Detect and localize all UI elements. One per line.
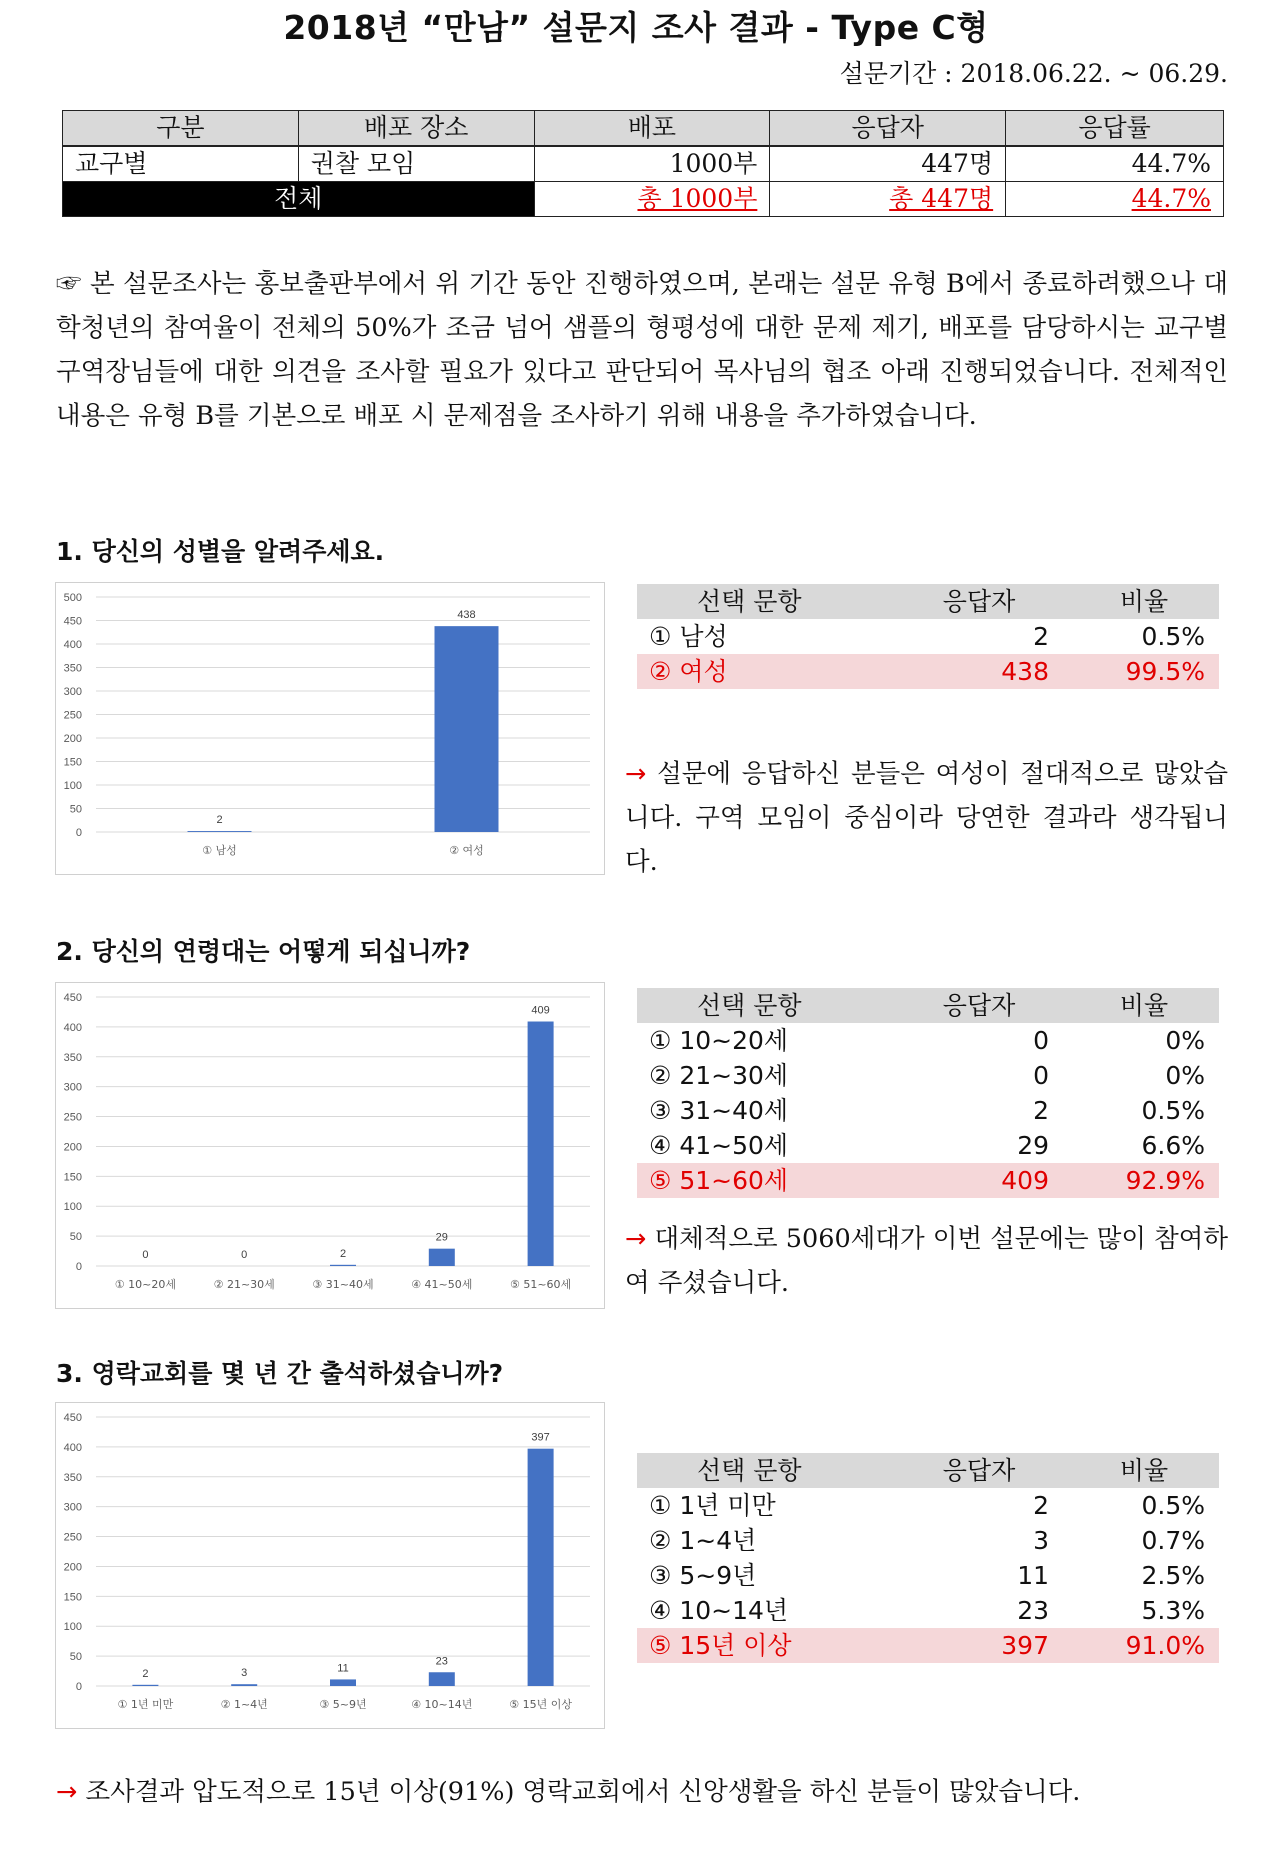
bar [231,1684,257,1686]
summary-header-row [63,111,1224,147]
survey-period: 설문기간 : 2018.06.22. ~ 06.29. [839,59,1228,88]
data-label: 3 [241,1667,248,1680]
data-label: 409 [531,1004,550,1017]
summary-row [63,146,1224,182]
data-label: 0 [241,1249,248,1261]
x-tick-label: ⑤ 15년 이상 [509,1698,572,1711]
y-tick-label: 0 [75,1261,82,1273]
data-label: 2 [216,814,223,827]
y-tick-label: 400 [63,1441,82,1454]
col-header-option: 선택 문항 [637,988,889,1023]
total-respondents: 총 447명 [770,182,1006,217]
question-2-title: 2. 당신의 연령대는 어떻게 되십니까? [56,937,471,966]
y-tick-label: 500 [63,592,82,604]
y-tick-label: 300 [63,1081,82,1094]
summary-cell: 교구별 [63,146,299,182]
y-tick-label: 100 [63,1201,82,1214]
summary-cell: 1000부 [534,146,770,182]
question-3-title: 3. 영락교회를 몇 년 간 출석하셨습니까? [56,1359,504,1388]
x-tick-label: ③ 5~9년 [319,1698,367,1711]
y-tick-label: 450 [63,615,82,628]
final-conclusion: → 조사결과 압도적으로 15년 이상(91%) 영락교회에서 신앙생활을 하신 분들이 많았습니다. [56,1777,1081,1807]
y-tick-label: 200 [63,1561,82,1574]
col-header-count: 응답자 [889,1453,1069,1488]
q1-chart [55,582,605,875]
col-header-count: 응답자 [889,584,1069,619]
summary-header: 응답자 [770,111,1006,147]
q1-results-table [637,584,1219,689]
y-tick-label: 350 [63,662,82,675]
data-label: 29 [435,1231,448,1244]
q3-chart [55,1402,605,1729]
y-tick-label: 150 [63,756,82,769]
data-label: 2 [142,1667,149,1680]
q2-chart [55,982,605,1309]
y-tick-label: 50 [69,803,82,816]
x-tick-label: ④ 10~14년 [411,1698,473,1711]
q2-note: → 대체적으로 5060세대가 이번 설문에는 많이 참여하여 주셨습니다. [625,1224,1229,1298]
total-rate: 44.7% [1006,182,1224,217]
x-tick-label: ② 여성 [449,844,484,857]
bar [528,1022,554,1266]
y-tick-label: 300 [63,686,82,698]
y-tick-label: 450 [63,992,82,1004]
y-tick-label: 200 [63,733,82,745]
q1-note: → 설문에 응답하신 분들은 여성이 절대적으로 많았습니다. 구역 모임이 중심이라 당연한 결과라 생각됩니다. [625,759,1229,877]
q3-results-table [637,1453,1219,1663]
table-row-highlight: ⑤ 51~60세 409 92.9% [637,1163,1219,1198]
bar [188,831,252,832]
summary-table [62,110,1224,217]
col-header-ratio: 비율 [1069,1453,1219,1488]
arrow-icon: → [56,1777,78,1807]
col-header-ratio: 비율 [1069,988,1219,1023]
table-row: ③ 31~40세 2 0.5% [649,1096,1205,1125]
total-label: 전체 [63,182,535,217]
x-tick-label: ② 1~4년 [220,1698,268,1711]
bar [435,626,499,832]
question-1-title: 1. 당신의 성별을 알려주세요. [56,537,385,566]
y-tick-label: 400 [63,639,82,651]
y-tick-label: 150 [63,1171,82,1184]
bar [528,1449,554,1686]
total-distributed: 총 1000부 [534,182,770,217]
summary-cell: 447명 [770,146,1006,182]
x-tick-label: ③ 31~40세 [312,1278,374,1291]
table-row-highlight: ② 여성 438 99.5% [637,654,1219,689]
intro-paragraph: ☞ 본 설문조사는 홍보출판부에서 위 기간 동안 진행하였으며, 본래는 설문 유형 B에서 종료하려했으나 대학청년의 참여율이 전체의 50%가 조금 넘어 샘플의 형평성에 대한 문제 제기, 배포를 담당하시는 교구별 구역장님들에 대한 의견을 조사할 필요가 있다고 판단되어 목사님의 협조 아래 진행되었습니다. 전체적인 내용은 유형 B를 기본으로 배포 시 문제점을 조사하기 위해 내용을 추가하였습니다. [56,269,1228,431]
summary-header: 구분 [63,111,299,147]
q2-results-table [637,988,1219,1198]
table-row: ④ 41~50세 29 6.6% [649,1131,1205,1160]
table-row: ③ 5~9년 11 2.5% [649,1561,1205,1590]
table-row: ② 1~4년 3 0.7% [649,1526,1205,1555]
y-tick-label: 0 [75,827,82,839]
arrow-icon: → [625,1224,647,1254]
table-row: ① 1년 미만 2 0.5% [649,1491,1205,1520]
summary-cell: 권찰 모임 [298,146,534,182]
y-tick-label: 350 [63,1051,82,1064]
summary-header: 배포 [534,111,770,147]
y-tick-label: 250 [63,709,82,722]
data-label: 397 [531,1431,550,1444]
y-tick-label: 50 [69,1231,82,1244]
bar [429,1249,455,1266]
page-title: 2018년 “만남” 설문지 조사 결과 - Type C형 [283,8,989,47]
summary-total-row [63,182,1224,217]
col-header-option: 선택 문항 [637,584,889,619]
data-label: 23 [435,1655,448,1668]
y-tick-label: 250 [63,1531,82,1544]
x-tick-label: ⑤ 51~60세 [509,1278,572,1291]
table-row: ① 남성 2 0.5% [649,622,1205,651]
summary-header: 응답률 [1006,111,1224,147]
y-tick-label: 50 [69,1651,82,1664]
bar [429,1672,455,1686]
col-header-option: 선택 문항 [637,1453,889,1488]
col-header-count: 응답자 [889,988,1069,1023]
y-tick-label: 100 [63,780,82,792]
y-tick-label: 200 [63,1141,82,1154]
x-tick-label: ① 10~20세 [114,1278,177,1291]
data-label: 2 [339,1247,347,1260]
table-row: ② 21~30세 0 0% [649,1061,1205,1090]
table-row: ① 10~20세 0 0% [649,1026,1205,1055]
y-tick-label: 450 [63,1412,82,1424]
summary-cell: 44.7% [1006,146,1224,182]
y-tick-label: 250 [63,1111,82,1124]
x-tick-label: ④ 41~50세 [411,1278,473,1291]
y-tick-label: 150 [63,1591,82,1604]
bar [330,1265,356,1266]
col-header-ratio: 비율 [1069,584,1219,619]
y-tick-label: 350 [63,1471,82,1484]
bar [330,1679,356,1686]
table-row: ④ 10~14년 23 5.3% [649,1596,1205,1625]
x-tick-label: ① 남성 [202,844,237,857]
arrow-icon: → [625,759,647,789]
y-tick-label: 0 [75,1681,82,1693]
x-tick-label: ② 21~30세 [213,1278,275,1291]
data-label: 0 [142,1249,149,1261]
y-tick-label: 100 [63,1621,82,1634]
data-label: 438 [457,609,476,622]
bar [132,1685,158,1686]
data-label: 11 [337,1662,349,1675]
table-row-highlight: ⑤ 15년 이상 397 91.0% [637,1628,1219,1663]
y-tick-label: 300 [63,1501,82,1514]
summary-header: 배포 장소 [298,111,534,147]
x-tick-label: ① 1년 미만 [117,1698,174,1711]
y-tick-label: 400 [63,1021,82,1034]
